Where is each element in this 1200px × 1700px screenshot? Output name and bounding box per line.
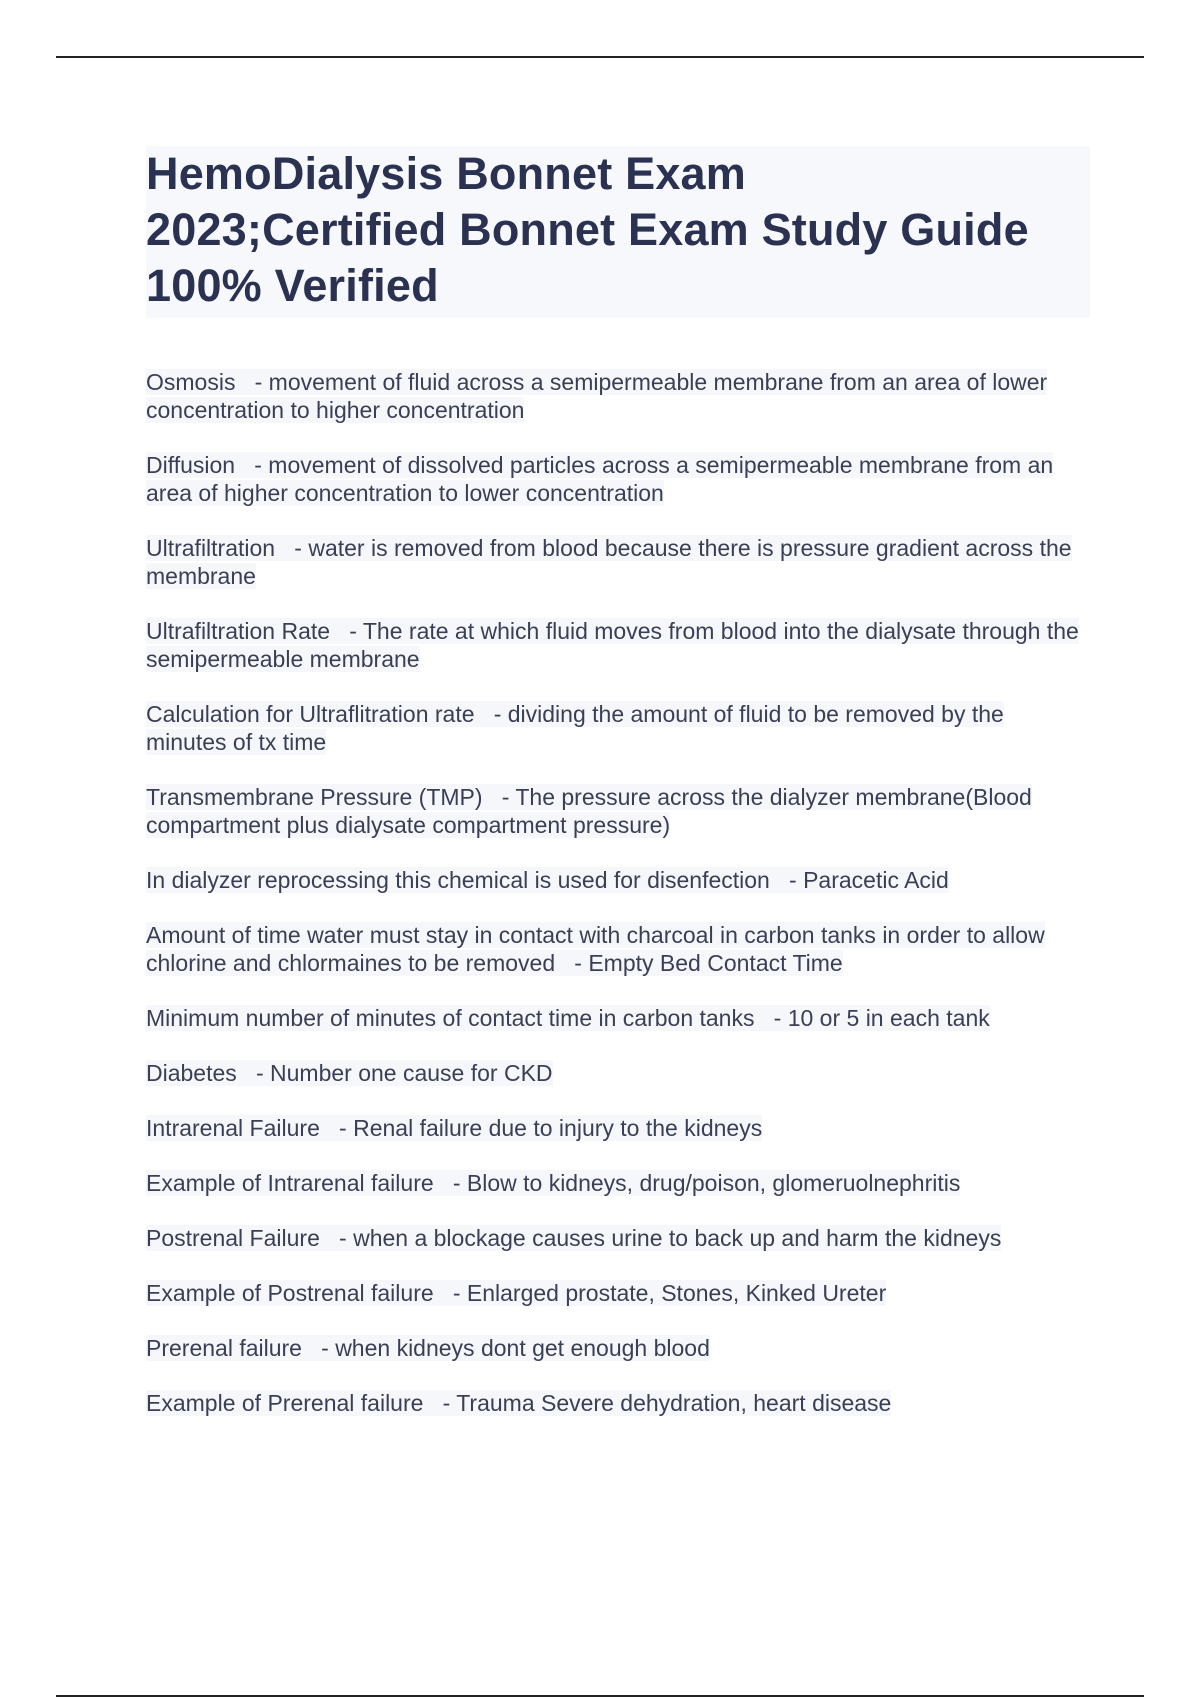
flashcard-item [146, 534, 1090, 590]
flashcard-definition: - when a blockage causes urine to back up and harm the kidneys [339, 1225, 1002, 1251]
flashcard-item [146, 1334, 1090, 1362]
flashcard-definition: - Enlarged prostate, Stones, Kinked Ureter [452, 1280, 887, 1306]
flashcard-item [146, 451, 1090, 507]
page-title-line-2: 2023;Certified Bonnet Exam Study Guide [146, 204, 1029, 255]
flashcard-term: Example of Prerenal failure [146, 1390, 424, 1416]
flashcard-term: Ultrafiltration Rate [146, 618, 331, 644]
flashcard-term: In dialyzer reprocessing this chemical is used for disenfection [146, 867, 770, 893]
flashcard-term: Example of Postrenal failure [146, 1280, 434, 1306]
flashcard-term: Prerenal failure [146, 1335, 302, 1361]
flashcard-item [146, 1059, 1090, 1087]
flashcard-item [146, 1389, 1090, 1417]
flashcard-term: Ultrafiltration [146, 535, 276, 561]
page-title [146, 146, 1086, 314]
flashcard-item [146, 1224, 1090, 1252]
flashcard-definition: - Empty Bed Contact Time [574, 950, 843, 976]
flashcard-definition: - The rate at which fluid moves from blood into the dialysate through the semipermeable membrane [146, 618, 1079, 672]
flashcard-term: Amount of time water must stay in contact with charcoal in carbon tanks in order to allow chlorine and chlormaines to be removed [146, 922, 1045, 976]
flashcard-item [146, 921, 1090, 977]
flashcard-item [146, 1114, 1090, 1142]
footer-rule [56, 1695, 1144, 1697]
flashcard-item [146, 783, 1090, 839]
flashcard-item [146, 1279, 1090, 1307]
flashcard-term: Example of Intrarenal failure [146, 1170, 434, 1196]
flashcard-term: Diffusion [146, 452, 236, 478]
flashcard-item [146, 700, 1090, 756]
flashcard-term: Osmosis [146, 369, 236, 395]
flashcard-definition: - Renal failure due to injury to the kidneys [339, 1115, 763, 1141]
flashcard-item [146, 1169, 1090, 1197]
flashcard-list [146, 368, 1090, 1417]
header-rule [56, 56, 1144, 58]
document-body [146, 146, 1090, 1444]
page-title-line-3: 100% Verified [146, 260, 439, 311]
flashcard-definition: - when kidneys dont get enough blood [321, 1335, 710, 1361]
flashcard-term: Transmembrane Pressure (TMP) [146, 784, 483, 810]
flashcard-definition: - movement of dissolved particles across a semipermeable membrane from an area of higher concentration to lower concentration [146, 452, 1054, 506]
flashcard-definition: - dividing the amount of fluid to be removed by the minutes of tx time [146, 701, 1004, 755]
flashcard-definition: - Blow to kidneys, drug/poison, glomeruolnephritis [452, 1170, 961, 1196]
flashcard-term: Minimum number of minutes of contact time in carbon tanks [146, 1005, 755, 1031]
flashcard-definition: - The pressure across the dialyzer membrane(Blood compartment plus dialysate compartment pressure) [146, 784, 1032, 838]
flashcard-definition: - water is removed from blood because there is pressure gradient across the membrane [146, 535, 1072, 589]
flashcard-item [146, 617, 1090, 673]
flashcard-definition: - Trauma Severe dehydration, heart disease [442, 1390, 892, 1416]
page-title-line-1: HemoDialysis Bonnet Exam [146, 148, 746, 199]
flashcard-definition: - movement of fluid across a semipermeable membrane from an area of lower concentration to higher concentration [146, 369, 1048, 423]
flashcard-term: Intrarenal Failure [146, 1115, 320, 1141]
title-block [146, 146, 1090, 318]
flashcard-term: Calculation for Ultraflitration rate [146, 701, 475, 727]
flashcard-term: Postrenal Failure [146, 1225, 320, 1251]
flashcard-term: Diabetes [146, 1060, 237, 1086]
flashcard-item [146, 368, 1090, 424]
flashcard-definition: - Number one cause for CKD [255, 1060, 553, 1086]
flashcard-item [146, 1004, 1090, 1032]
flashcard-definition: - Paracetic Acid [789, 867, 949, 893]
flashcard-item [146, 866, 1090, 894]
flashcard-definition: - 10 or 5 in each tank [773, 1005, 990, 1031]
